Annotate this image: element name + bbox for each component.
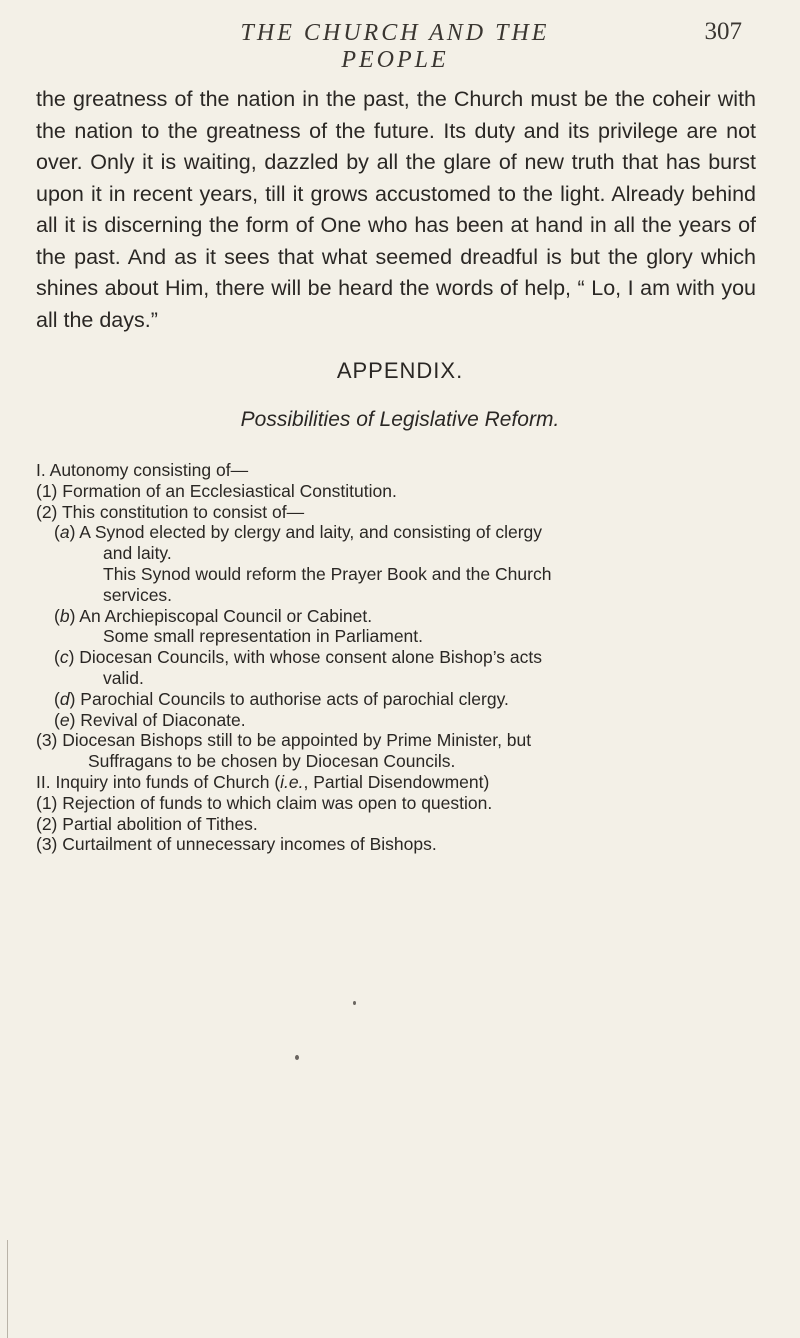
body-paragraph: the greatness of the nation in the past, the Church must be the coheir with the nation to the greatness of the future. Its duty and its privilege are not over. Only it is waiting, dazzled by all the glare of new truth that has burst upon it in recent years, till it grows accustomed to the light. Already behind all it is discerning the form of One who has been at hand in all the years of the past. And as it sees that what seemed dreadful is but the glory which shines about Him, there will be heard the words of help, “ Lo, I am with you all the days.”	[36, 87, 756, 332]
outline-continuation	[36, 564, 766, 585]
outline-item	[36, 730, 766, 751]
outline-marker: I.	[36, 460, 46, 480]
outline-item	[36, 606, 766, 627]
outline-item	[36, 772, 766, 793]
outline-text: An Archiepiscopal Council or Cabinet.	[79, 605, 373, 626]
page-edge-line	[7, 1240, 8, 1338]
outline-marker: (2)	[36, 813, 58, 834]
outline-item	[36, 793, 766, 814]
outline-letter: a	[59, 522, 70, 543]
outline-letter: c	[59, 647, 69, 668]
ink-speck	[353, 1001, 356, 1005]
ie-abbrev: i.e.	[280, 771, 304, 792]
outline-text: services.	[103, 584, 173, 605]
outline-text: Inquiry into funds of Church (i.e., Partial Disendowment)	[55, 771, 490, 792]
outline-text: Suffragans to be chosen by Diocesan Councils.	[88, 751, 456, 772]
running-head: THE CHURCH AND THE PEOPLE	[240, 20, 550, 73]
outline-marker: (3)	[36, 730, 58, 751]
outline-continuation	[36, 585, 766, 606]
outline-item	[36, 814, 766, 835]
outline-text: Curtailment of unnecessary incomes of Bishops.	[62, 834, 437, 855]
outline-continuation	[36, 543, 766, 564]
outline-text: Autonomy consisting of—	[49, 460, 249, 480]
outline-text: Rejection of funds to which claim was open to question.	[62, 792, 493, 813]
outline-letter: d	[59, 688, 70, 709]
outline-text: valid.	[103, 667, 144, 688]
outline-item	[36, 460, 766, 481]
outline-marker: (c)	[54, 647, 75, 668]
outline-text: This Synod would reform the Prayer Book and the Church	[103, 563, 552, 584]
appendix-heading: APPENDIX.	[336, 358, 464, 383]
outline-text: Partial abolition of Tithes.	[62, 813, 258, 834]
outline-marker: (2)	[36, 501, 58, 522]
outline-letter: b	[59, 605, 70, 626]
outline-item	[36, 481, 766, 502]
appendix-outline	[36, 460, 766, 855]
outline-marker: (a)	[54, 522, 76, 543]
page-number: 307	[704, 18, 742, 45]
outline-item	[36, 522, 766, 543]
outline-marker: (b)	[54, 605, 76, 626]
outline-item	[36, 710, 766, 731]
outline-text: Diocesan Councils, with whose consent alone Bishop’s acts	[79, 647, 542, 668]
outline-text: and laity.	[103, 543, 172, 564]
outline-marker: (1)	[36, 792, 58, 813]
outline-item	[36, 647, 766, 668]
outline-text: Some small representation in Parliament.	[103, 626, 424, 647]
outline-continuation	[36, 751, 766, 772]
outline-text: Diocesan Bishops still to be appointed by Prime Minister, but	[62, 730, 532, 751]
outline-continuation	[36, 626, 766, 647]
outline-text: Parochial Councils to authorise acts of parochial clergy.	[80, 688, 509, 709]
appendix-subheading: Possibilities of Legislative Reform.	[240, 408, 560, 431]
outline-text: Revival of Diaconate.	[80, 709, 246, 730]
outline-marker: II.	[36, 771, 51, 792]
outline-marker: (d)	[54, 688, 76, 709]
outline-item	[36, 689, 766, 710]
ink-speck	[295, 1055, 299, 1060]
outline-text: This constitution to consist of—	[61, 501, 305, 522]
outline-item	[36, 834, 766, 855]
outline-text: A Synod elected by clergy and laity, and consisting of clergy	[79, 522, 543, 543]
outline-marker: (e)	[54, 709, 76, 730]
outline-marker: (3)	[36, 834, 58, 855]
outline-marker: (1)	[36, 480, 58, 501]
outline-continuation	[36, 668, 766, 689]
outline-text: Formation of an Ecclesiastical Constitution.	[62, 480, 397, 501]
outline-item	[36, 502, 766, 523]
outline-letter: e	[59, 709, 70, 730]
